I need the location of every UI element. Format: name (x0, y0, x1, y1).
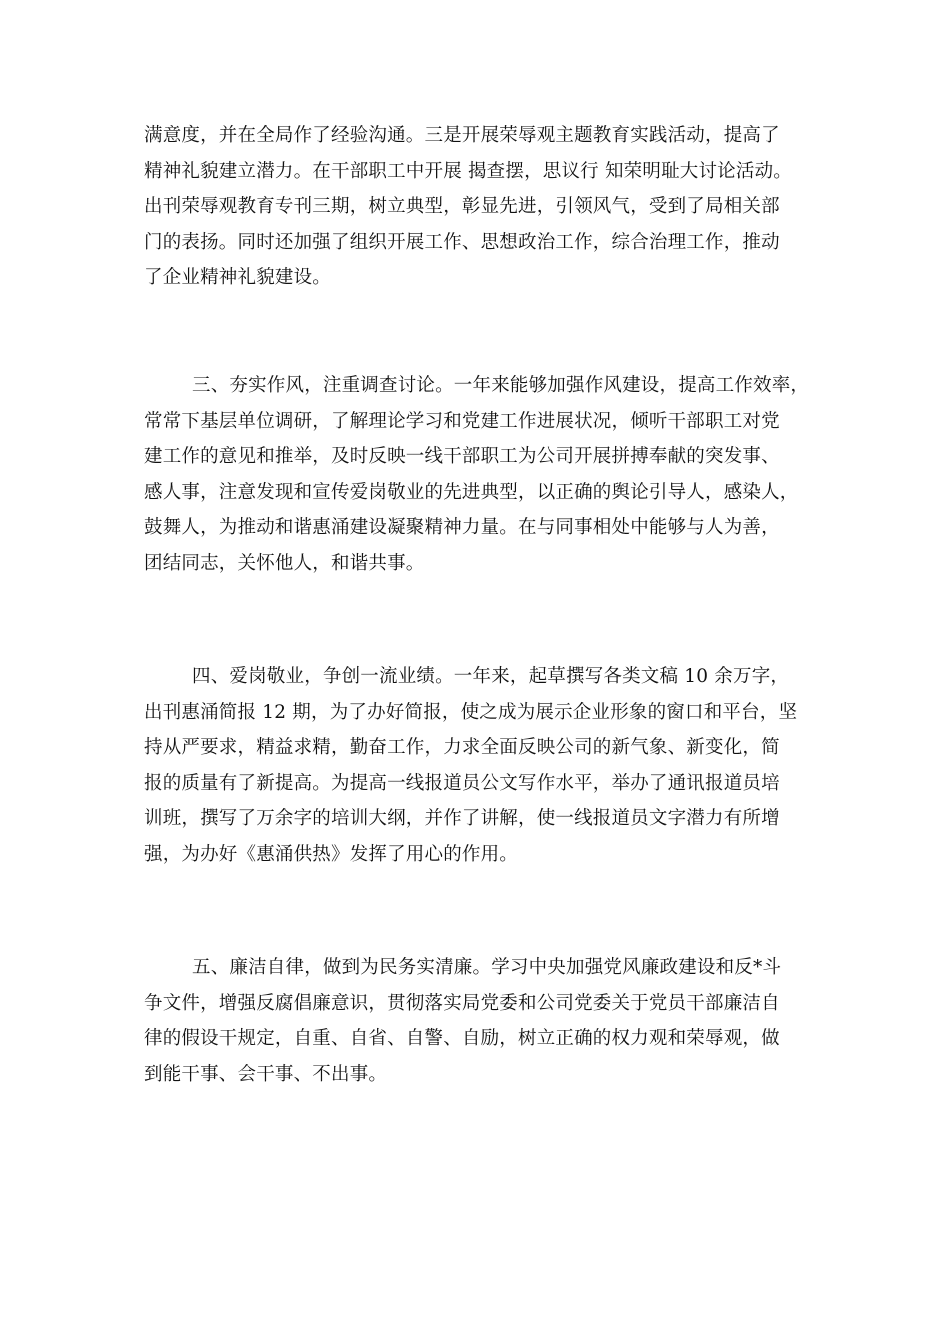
text-line: 感人事，注意发现和宣传爱岗敬业的先进典型，以正确的舆论引导人，感染人， (144, 481, 799, 503)
paragraph-section-5 (144, 950, 824, 1092)
text-line: 出刊惠涌简报 12 期，为了办好简报，使之成为展示企业形象的窗口和平台，坚 (144, 701, 798, 723)
text-line: 团结同志，关怀他人，和谐共事。 (144, 552, 425, 574)
text-line: 五、廉洁自律，做到为民务实清廉。学习中央加强党风廉政建设和反*斗 (192, 957, 782, 978)
text-line: 常常下基层单位调研，了解理论学习和党建工作进展状况，倾听干部职工对党 (144, 410, 780, 432)
text-line: 了企业精神礼貌建设。 (144, 267, 332, 288)
text-line: 满意度，并在全局作了经验沟通。三是开展荣辱观主题教育实践活动，提高了 (144, 125, 780, 146)
text-line: 门的表扬。同时还加强了组织开展工作、思想政治工作，综合治理工作，推动 (144, 231, 780, 253)
text-line: 建工作的意见和推举，及时反映一线干部职工为公司开展拼搏奉献的突发事、 (144, 446, 780, 467)
text-line: 三、夯实作风，注重调查讨论。一年来能够加强作风建设，提高工作效率， (192, 375, 810, 396)
paragraph-section-4 (144, 659, 824, 872)
text-line: 争文件，增强反腐倡廉意识，贯彻落实局党委和公司党委关于党员干部廉洁自 (144, 992, 780, 1014)
text-line: 四、爱岗敬业，争创一流业绩。一年来，起草撰写各类文稿 10 余万字， (192, 666, 790, 687)
text-line: 训班，撰写了万余字的培训大纲，并作了讲解，使一线报道员文字潜力有所增 (144, 808, 780, 829)
text-line: 律的假设干规定，自重、自省、自警、自励，树立正确的权力观和荣辱观，做 (144, 1028, 780, 1049)
text-line: 报的质量有了新提高。为提高一线报道员公文写作水平，举办了通讯报道员培 (144, 772, 780, 794)
text-line: 鼓舞人，为推动和谐惠涌建设凝聚精神力量。在与同事相处中能够与人为善， (144, 517, 780, 538)
text-line: 精神礼貌建立潜力。在干部职工中开展 揭查摆，思议行 知荣明耻大讨论活动。 (144, 160, 792, 182)
text-line: 到能干事、会干事、不出事。 (144, 1063, 388, 1085)
paragraph-continuation (144, 118, 824, 296)
text-line: 强，为办好《惠涌供热》发挥了用心的作用。 (144, 843, 519, 865)
text-line: 出刊荣辱观教育专刊三期，树立典型，彰显先进，引领风气，受到了局相关部 (144, 196, 780, 217)
paragraph-section-3 (144, 368, 824, 581)
text-line: 持从严要求，精益求精，勤奋工作，力求全面反映公司的新气象、新变化，简 (144, 737, 780, 758)
